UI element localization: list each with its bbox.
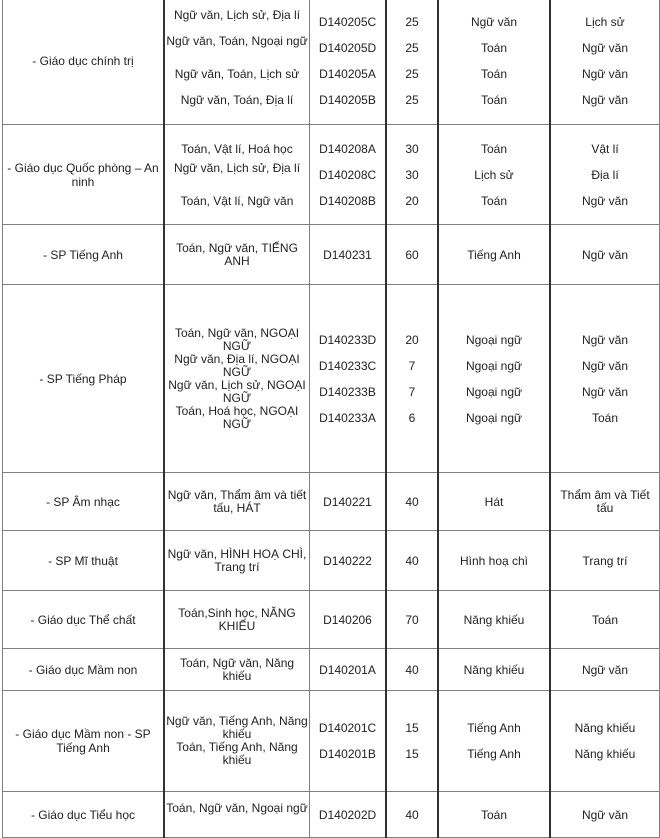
codes-value: D140233C <box>318 358 377 373</box>
codes-value: D140201B <box>319 747 376 761</box>
code-cell <box>310 225 387 285</box>
codes-value: D140205D <box>318 40 377 55</box>
sub1-value: Hát <box>484 494 504 509</box>
combos-value: Toán, Hoá học, NGOẠI NGỮ <box>175 403 299 431</box>
quota-cell <box>386 125 438 225</box>
sub1-cell <box>438 531 550 591</box>
sub1-value: Toán <box>480 40 508 55</box>
major-label: - Giáo dục Quốc phòng – An ninh <box>7 160 159 189</box>
sub1-value: Ngoại ngữ <box>465 410 523 425</box>
major-name <box>3 0 165 125</box>
table-row <box>3 0 660 125</box>
quota-cell <box>386 531 438 591</box>
major-name <box>3 649 165 691</box>
combos-value: Toán, Ngữ văn, TIẾNG ANH <box>176 240 298 268</box>
sub2-value: Năng khiếu <box>574 747 636 761</box>
quota-cell <box>386 473 438 531</box>
sub2-value: Ngữ văn <box>581 40 629 55</box>
combo-cell <box>164 649 310 691</box>
combo-cell <box>164 531 310 591</box>
sub1-value: Toán <box>480 141 508 156</box>
major-name <box>3 691 165 792</box>
sub2-cell <box>550 285 660 473</box>
combos-value: Ngữ văn, Toán, Ngoại ngữ <box>166 33 308 48</box>
table-row <box>3 649 660 691</box>
code-cell <box>310 473 387 531</box>
table-row <box>3 285 660 473</box>
combos-value: Ngữ văn, Thẩm âm và tiết tấu, HÁT <box>167 487 307 515</box>
quotas-value: 60 <box>405 247 419 262</box>
sub2-cell <box>550 531 660 591</box>
sub2-value: Ngữ văn <box>581 193 629 208</box>
sub1-value: Năng khiếu <box>463 662 525 677</box>
sub2-value: Vật lí <box>591 141 619 156</box>
sub1-value: Năng khiếu <box>463 612 525 627</box>
major-name <box>3 473 165 531</box>
sub1-value: Tiếng Anh <box>467 747 521 761</box>
major-name <box>3 591 165 649</box>
sub2-value: Toán <box>591 410 619 425</box>
admission-table <box>2 0 660 838</box>
sub1-value: Ngữ văn <box>470 14 518 29</box>
codes-value: D140201A <box>319 662 376 677</box>
sub1-value: Tiếng Anh <box>467 721 521 735</box>
combo-cell <box>164 0 310 125</box>
code-cell <box>310 591 387 649</box>
code-cell <box>310 285 387 473</box>
table-row <box>3 531 660 591</box>
sub1-cell <box>438 473 550 531</box>
major-label: - Giáo dục Tiểu học <box>30 807 136 822</box>
table-row <box>3 591 660 649</box>
quotas-value: 40 <box>405 553 419 568</box>
quotas-value: 15 <box>405 721 419 735</box>
major-label: - Giáo dục chính trị <box>32 53 134 68</box>
quotas-value: 6 <box>408 410 416 425</box>
major-label: - Giáo dục Mầm non - SP Tiếng Anh <box>15 727 151 755</box>
sub2-value: Ngữ văn <box>581 807 629 822</box>
sub1-cell <box>438 792 550 838</box>
combo-cell <box>164 792 310 838</box>
table-row <box>3 225 660 285</box>
quotas-value: 20 <box>405 193 419 208</box>
combo-cell <box>164 285 310 473</box>
combos-value: Ngữ văn, Lịch sử, Địa lí <box>173 160 301 175</box>
quotas-value: 25 <box>405 66 419 81</box>
code-cell <box>310 792 387 838</box>
quotas-value: 30 <box>405 167 419 182</box>
codes-value: D140233D <box>318 332 377 347</box>
sub2-cell <box>550 691 660 792</box>
quotas-value: 40 <box>405 662 419 677</box>
combos-value: Toán, Tiếng Anh, Năng khiếu <box>176 740 298 767</box>
combo-cell <box>164 473 310 531</box>
combo-cell <box>164 591 310 649</box>
sub2-value: Ngữ văn <box>581 92 629 107</box>
codes-value: D140201C <box>318 721 377 735</box>
sub2-cell <box>550 473 660 531</box>
sub1-cell <box>438 649 550 691</box>
sub2-value: Ngữ văn <box>581 332 629 347</box>
sub2-value: Ngữ văn <box>581 358 629 373</box>
sub2-cell <box>550 0 660 125</box>
code-cell <box>310 531 387 591</box>
sub2-value: Địa lí <box>591 167 619 182</box>
combos-value: Ngữ văn, HÌNH HOẠ CHÌ, Trang trí <box>167 546 307 574</box>
sub2-value: Ngữ văn <box>581 247 629 262</box>
combos-value: Ngữ văn, Toán, Địa lí <box>180 92 294 107</box>
sub1-cell <box>438 225 550 285</box>
combos-value: Ngữ văn, Toán, Lịch sử <box>174 66 300 81</box>
quotas-value: 30 <box>405 141 419 156</box>
combo-cell <box>164 125 310 225</box>
combos-value: Toán, Ngữ văn, NGOẠI NGỮ <box>174 325 300 353</box>
code-cell <box>310 125 387 225</box>
quotas-value: 70 <box>405 612 419 627</box>
quotas-value: 7 <box>408 358 416 373</box>
sub2-value: Thẩm âm và Tiết tấu <box>560 487 650 515</box>
table-row <box>3 691 660 792</box>
major-name <box>3 792 165 838</box>
major-label: - Giáo dục Mầm non <box>28 662 138 677</box>
sub1-cell <box>438 285 550 473</box>
table-row <box>3 473 660 531</box>
major-name <box>3 285 165 473</box>
major-name <box>3 531 165 591</box>
combo-cell <box>164 225 310 285</box>
combos-value: Toán,Sinh học, NĂNG KHIẾU <box>178 605 296 633</box>
combos-value: Ngữ văn, Địa lí, NGOẠI NGỮ <box>174 351 300 379</box>
sub1-cell <box>438 591 550 649</box>
table-row <box>3 125 660 225</box>
combos-value: Toán, Vật lí, Hoá học <box>181 141 293 156</box>
code-cell <box>310 0 387 125</box>
sub1-cell <box>438 0 550 125</box>
sub1-value: Toán <box>480 193 508 208</box>
combos-value: Ngữ văn, Tiếng Anh, Năng khiếu <box>166 714 308 741</box>
combos-value: Toán, Vật lí, Ngữ văn <box>180 193 294 208</box>
sub1-value: Lịch sử <box>474 167 514 182</box>
major-label: - SP Mĩ thuật <box>48 553 118 568</box>
sub2-cell <box>550 649 660 691</box>
major-label: - Giáo dục Thể chất <box>30 612 136 627</box>
sub2-value: Ngữ văn <box>581 66 629 81</box>
combos-value: Ngữ văn, Lịch sử, NGOẠI NGỮ <box>168 377 306 405</box>
sub1-value: Ngoại ngữ <box>465 358 523 373</box>
sub1-value: Toán <box>480 66 508 81</box>
sub1-value: Toán <box>480 92 508 107</box>
sub2-value: Trang trí <box>582 553 628 568</box>
quota-cell <box>386 649 438 691</box>
quotas-value: 15 <box>405 747 419 761</box>
quotas-value: 25 <box>405 40 419 55</box>
combos-value: Ngữ văn, Lịch sử, Địa lí <box>173 7 301 22</box>
sub1-cell <box>438 125 550 225</box>
codes-value: D140208B <box>319 193 376 208</box>
sub2-value: Toán <box>591 612 619 627</box>
code-cell <box>310 649 387 691</box>
major-label: - SP Tiếng Anh <box>43 247 123 262</box>
codes-value: D140205A <box>319 66 376 81</box>
combo-cell <box>164 691 310 792</box>
quota-cell <box>386 591 438 649</box>
major-label: - SP Âm nhạc <box>46 494 120 509</box>
sub2-cell <box>550 225 660 285</box>
sub2-value: Năng khiếu <box>574 721 636 735</box>
table-row <box>3 792 660 838</box>
codes-value: D140231 <box>323 247 372 262</box>
quota-cell <box>386 0 438 125</box>
quotas-value: 7 <box>408 384 416 399</box>
quotas-value: 40 <box>405 807 419 822</box>
quota-cell <box>386 225 438 285</box>
major-name <box>3 225 165 285</box>
combos-value: Toán, Ngữ văn, Năng khiếu <box>179 655 295 683</box>
sub1-value: Hình hoạ chì <box>459 553 529 568</box>
quotas-value: 25 <box>405 92 419 107</box>
codes-value: D140233A <box>319 410 376 425</box>
codes-value: D140202D <box>318 807 377 822</box>
code-cell <box>310 691 387 792</box>
sub1-cell <box>438 691 550 792</box>
codes-value: D140208A <box>319 141 376 156</box>
sub1-value: Ngoại ngữ <box>465 332 523 347</box>
sub2-value: Lịch sử <box>585 14 625 29</box>
quota-cell <box>386 792 438 838</box>
sub2-cell <box>550 792 660 838</box>
quotas-value: 20 <box>405 332 419 347</box>
sub1-value: Ngoại ngữ <box>465 384 523 399</box>
sub1-value: Toán <box>480 807 508 822</box>
codes-value: D140221 <box>323 494 372 509</box>
codes-value: D140205C <box>318 14 377 29</box>
major-label: - SP Tiếng Pháp <box>39 371 127 386</box>
quota-cell <box>386 285 438 473</box>
codes-value: D140208C <box>318 167 377 182</box>
quotas-value: 40 <box>405 494 419 509</box>
codes-value: D140233B <box>319 384 376 399</box>
sub2-value: Ngữ văn <box>581 384 629 399</box>
sub2-value: Ngữ văn <box>581 662 629 677</box>
sub2-cell <box>550 125 660 225</box>
major-name <box>3 125 165 225</box>
combos-value: Toán, Ngữ văn, Ngoại ngữ <box>166 800 308 815</box>
codes-value: D140206 <box>323 612 372 627</box>
codes-value: D140222 <box>323 553 372 568</box>
sub1-value: Tiếng Anh <box>467 247 521 262</box>
codes-value: D140205B <box>319 92 376 107</box>
quotas-value: 25 <box>405 14 419 29</box>
quota-cell <box>386 691 438 792</box>
sub2-cell <box>550 591 660 649</box>
